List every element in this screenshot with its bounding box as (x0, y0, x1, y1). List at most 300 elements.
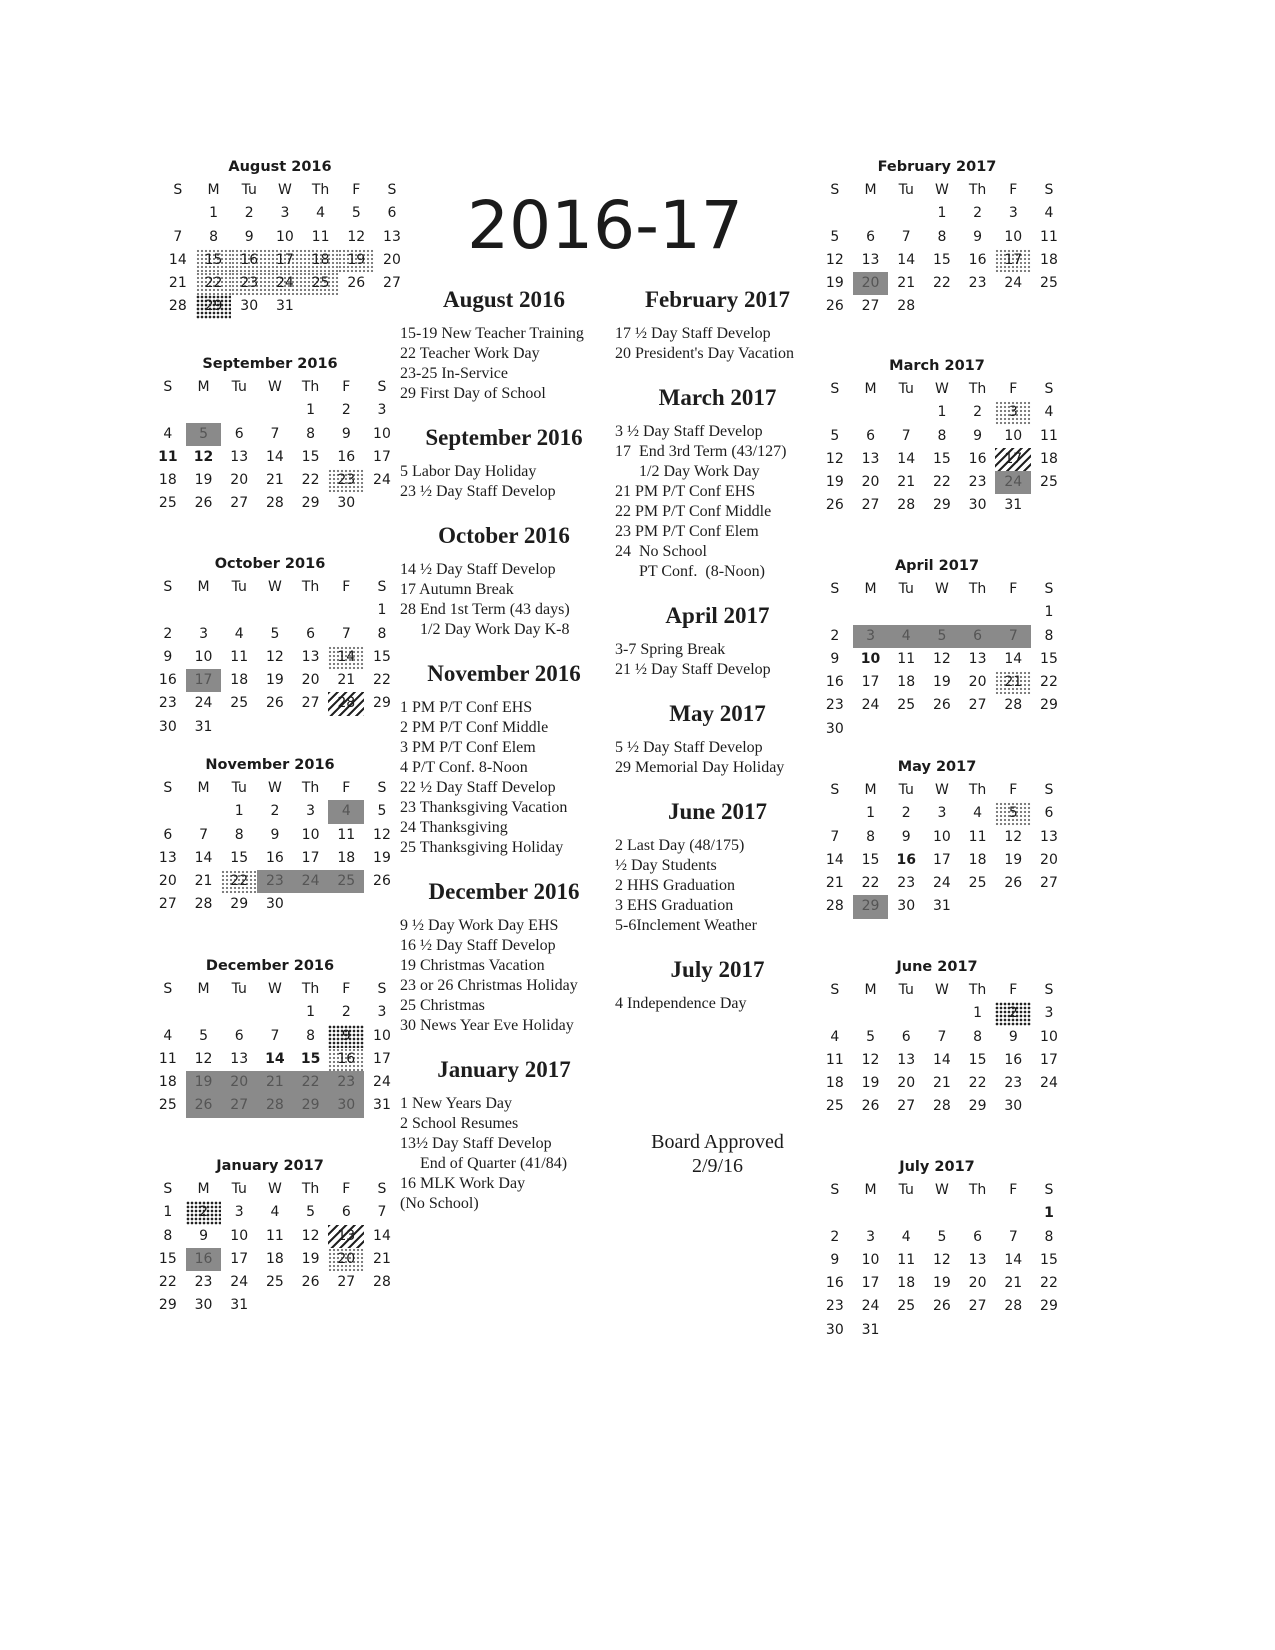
empty-day (853, 401, 889, 424)
calendar-day: 21 (194, 873, 213, 890)
calendar-day: 2 (244, 205, 254, 222)
section-gap (400, 404, 608, 418)
calendar-day: 22 (932, 474, 951, 491)
calendar-day: 18 (825, 1075, 844, 1092)
calendar-day: 11 (337, 826, 356, 843)
calendar-day: 23 (968, 474, 987, 491)
event-line: 9 ½ Day Work Day EHS (400, 917, 559, 934)
weekday-header: Th (968, 1182, 987, 1198)
calendar-day: 3 (377, 1004, 387, 1021)
event-line: 15-19 New Teacher Training (400, 325, 584, 342)
event-line: 4 P/T Conf. 8-Noon (400, 759, 528, 776)
weekday-header: S (377, 579, 387, 595)
calendar-day: 23 (194, 1274, 213, 1291)
calendar-title: November 2016 (205, 757, 335, 773)
calendar-grid (150, 978, 390, 1118)
calendar-day: 21 (897, 474, 916, 491)
calendar-day: 2 (270, 803, 280, 820)
calendar-day: 18 (897, 674, 916, 691)
calendar-day: 30 (194, 1297, 213, 1314)
calendar-day: 6 (866, 427, 875, 444)
calendar-day: 14 (265, 448, 284, 465)
calendar-day: 19 (932, 674, 951, 691)
weekday-header: S (1044, 182, 1054, 198)
calendar-day: 24 (1040, 1075, 1058, 1092)
calendar-day: 10 (861, 1251, 880, 1268)
calendar-day: 12 (194, 1050, 213, 1067)
calendar-day: 2 (995, 1002, 1031, 1025)
calendar-day: 1 (973, 1005, 983, 1022)
calendar-day: 1 (377, 602, 387, 619)
weekday-header: W (277, 182, 292, 198)
empty-day (995, 1202, 1031, 1225)
calendar-day: 5 (995, 802, 1031, 825)
calendar-day: 21 (825, 875, 844, 892)
calendar-day: 27 (861, 298, 880, 315)
calendar-oct-2016 (150, 552, 390, 739)
calendar-day: 17 (373, 448, 391, 465)
calendar-day: 17 (373, 1050, 391, 1067)
calendar-day: 5 (937, 1228, 947, 1245)
calendar-day: 15 (1040, 650, 1058, 667)
calendar-day: 29 (932, 497, 951, 514)
calendar-day: 6 (901, 1028, 911, 1045)
section-gap (615, 936, 820, 950)
calendar-day: 8 (866, 828, 875, 845)
calendar-day: 19 (825, 275, 844, 292)
calendar-day: 6 (1044, 805, 1054, 822)
calendar-day: 7 (270, 1027, 280, 1044)
calendar-day: 5 (270, 625, 280, 642)
calendar-mar-2017 (817, 354, 1057, 518)
calendar-day: 8 (377, 625, 387, 642)
calendar-day: 12 (193, 448, 214, 465)
calendar-day: 20 (968, 1275, 987, 1292)
calendar-day: 8 (1044, 1228, 1054, 1245)
calendar-day: 27 (861, 497, 880, 514)
empty-day (888, 1002, 924, 1025)
empty-day (853, 1202, 889, 1225)
calendar-day: 3 (853, 625, 889, 648)
empty-day (221, 399, 257, 422)
event-line: 2 PM P/T Conf Middle (400, 719, 549, 736)
weekday-header: M (197, 981, 210, 997)
weekday-header: W (934, 182, 949, 198)
calendar-day: 28 (257, 1094, 293, 1117)
calendar-day: 7 (830, 828, 840, 845)
calendar-day: 26 (373, 873, 391, 890)
calendar-day: 10 (1040, 1028, 1058, 1045)
calendar-day: 12 (861, 1051, 880, 1068)
calendar-grid (817, 779, 1057, 919)
calendar-day: 10 (373, 425, 391, 442)
calendar-day: 11 (158, 448, 178, 465)
calendar-day: 28 (373, 1274, 391, 1291)
calendar-day: 21 (265, 472, 284, 489)
event-line: 23-25 In-Service (400, 365, 508, 382)
weekday-header: Tu (898, 782, 914, 798)
calendar-day: 28 (825, 898, 844, 915)
weekday-header: F (342, 981, 351, 997)
empty-day (960, 601, 996, 624)
weekday-header: S (163, 379, 173, 395)
empty-day (186, 800, 222, 823)
calendar-day: 9 (973, 427, 983, 444)
event-line: 22 PM P/T Conf Middle (615, 503, 772, 520)
calendar-day: 4 (973, 805, 983, 822)
weekday-header: S (163, 981, 173, 997)
calendar-day: 5 (186, 423, 222, 446)
calendar-day: 11 (311, 228, 330, 245)
calendar-title: September 2016 (202, 356, 338, 372)
calendar-day: 19 (338, 249, 374, 272)
calendar-day: 19 (861, 1075, 880, 1092)
empty-day (924, 1002, 960, 1025)
calendar-day: 4 (163, 1027, 173, 1044)
weekday-header: Tu (898, 581, 914, 597)
calendar-day: 24 (267, 272, 303, 295)
calendar-day: 30 (897, 898, 916, 915)
weekday-header: M (197, 579, 210, 595)
weekday-header: Tu (231, 1181, 247, 1197)
event-line: 1/2 Day Work Day (615, 463, 760, 480)
weekday-header: S (830, 1182, 840, 1198)
weekday-header: W (934, 782, 949, 798)
empty-day (924, 1202, 960, 1225)
calendar-day: 9 (328, 1025, 364, 1048)
calendar-day: 30 (968, 497, 987, 514)
weekday-header: W (934, 982, 949, 998)
calendar-day: 6 (234, 425, 244, 442)
event-line: 3 ½ Day Staff Develop (615, 423, 763, 440)
event-line: 5-6Inclement Weather (615, 917, 757, 934)
calendar-day: 2 (830, 627, 840, 644)
calendar-day: 27 (968, 697, 987, 714)
calendar-day: 23 (328, 469, 364, 492)
calendar-day: 18 (303, 249, 339, 272)
event-line: 24 No School (615, 543, 707, 560)
calendar-day: 25 (265, 1274, 284, 1291)
calendar-day: 12 (932, 1251, 951, 1268)
event-line: 3 PM P/T Conf Elem (400, 739, 536, 756)
weekday-header: W (267, 1181, 282, 1197)
calendar-day: 11 (1040, 228, 1058, 245)
calendar-day: 11 (968, 828, 987, 845)
calendar-nov-2016 (150, 753, 390, 917)
calendar-day: 1 (937, 205, 947, 222)
weekday-header: F (1009, 182, 1018, 198)
calendar-day: 9 (901, 828, 911, 845)
empty-day (960, 1202, 996, 1225)
calendar-day: 3 (866, 1228, 875, 1245)
weekday-header: Tu (241, 182, 257, 198)
calendar-dec-2016 (150, 954, 390, 1118)
event-line: 17 End 3rd Term (43/127) (615, 443, 787, 460)
calendar-day: 6 (341, 1204, 351, 1221)
event-line: 2 Last Day (48/175) (615, 837, 745, 854)
weekday-header: M (864, 982, 877, 998)
calendar-day: 15 (373, 648, 391, 665)
calendar-day: 27 (301, 695, 320, 712)
calendar-day: 3 (377, 402, 387, 419)
calendar-day: 6 (387, 205, 397, 222)
calendar-day: 26 (194, 495, 213, 512)
month-heading: December 2016 (428, 879, 580, 904)
calendar-day: 7 (901, 427, 911, 444)
calendar-title: June 2017 (896, 959, 978, 975)
calendar-day: 25 (303, 272, 339, 295)
event-line: 28 End 1st Term (43 days) (400, 601, 570, 618)
weekday-header: Th (968, 182, 987, 198)
calendar-day: 18 (968, 851, 987, 868)
calendar-day: 20 (861, 474, 880, 491)
calendar-day: 5 (830, 427, 840, 444)
calendar-day: 24 (230, 1274, 249, 1291)
calendar-title: March 2017 (889, 358, 985, 374)
calendar-day: 23 (825, 697, 844, 714)
notes-right-column (615, 280, 820, 1014)
calendar-day: 23 (897, 875, 916, 892)
calendar-day: 25 (1040, 275, 1058, 292)
calendar-day: 23 (257, 870, 293, 893)
event-line: 25 Christmas (400, 997, 485, 1014)
calendar-day: 20 (897, 1075, 916, 1092)
calendar-day: 26 (861, 1098, 880, 1115)
calendar-grid (150, 576, 390, 739)
section-gap (400, 1036, 608, 1050)
calendar-day: 19 (373, 849, 391, 866)
calendar-day: 26 (932, 697, 951, 714)
calendar-day: 13 (158, 849, 177, 866)
calendar-day: 7 (341, 625, 351, 642)
empty-day (160, 202, 196, 225)
calendar-title: December 2016 (205, 958, 335, 974)
weekday-header: Th (301, 379, 320, 395)
calendar-day: 12 (347, 228, 366, 245)
empty-day (853, 601, 889, 624)
calendar-title: January 2017 (216, 1158, 324, 1174)
calendar-grid (817, 378, 1057, 518)
weekday-header: M (197, 379, 210, 395)
weekday-header: S (1044, 1182, 1054, 1198)
calendar-day: 31 (230, 1297, 249, 1314)
event-line: 23 Thanksgiving Vacation (400, 799, 568, 816)
calendar-day: 10 (230, 1227, 249, 1244)
calendar-grid (150, 1178, 390, 1318)
calendar-day: 8 (306, 1027, 316, 1044)
calendar-day: 6 (973, 1228, 983, 1245)
calendar-day: 10 (860, 650, 881, 667)
calendar-day: 27 (158, 896, 177, 913)
empty-day (817, 1002, 853, 1025)
calendar-day: 5 (306, 1204, 316, 1221)
empty-day (186, 399, 222, 422)
calendar-day: 16 (968, 450, 987, 467)
event-line: 25 Thanksgiving Holiday (400, 839, 564, 856)
calendar-day: 20 (221, 1071, 257, 1094)
calendar-day: 14 (194, 849, 213, 866)
calendar-day: 4 (328, 800, 364, 823)
empty-day (817, 1202, 853, 1225)
weekday-header: Tu (231, 780, 247, 796)
calendar-day: 3 (1044, 1005, 1054, 1022)
calendar-aug-2016 (160, 155, 400, 319)
event-line: 1/2 Day Work Day K-8 (400, 621, 570, 638)
calendar-day: 29 (1040, 697, 1058, 714)
calendar-title: October 2016 (214, 556, 326, 572)
calendar-day: 4 (1044, 205, 1054, 222)
calendar-day: 29 (293, 1094, 329, 1117)
calendar-day: 25 (1040, 474, 1058, 491)
calendar-may-2017 (817, 755, 1057, 919)
calendar-day: 28 (897, 298, 916, 315)
calendar-day: 26 (932, 1298, 951, 1315)
event-line: 5 ½ Day Staff Develop (615, 739, 763, 756)
event-line: 4 Independence Day (615, 995, 747, 1012)
calendar-day: 19 (1004, 851, 1023, 868)
calendar-day: 1 (163, 1204, 173, 1221)
event-line: 29 First Day of School (400, 385, 546, 402)
calendar-day: 6 (163, 826, 173, 843)
calendar-day: 30 (825, 1321, 844, 1338)
calendar-day: 18 (158, 472, 177, 489)
weekday-header: W (267, 780, 282, 796)
calendar-day: 25 (968, 875, 987, 892)
weekday-header: S (173, 182, 183, 198)
calendar-day: 19 (265, 672, 284, 689)
calendar-day: 6 (234, 1027, 244, 1044)
section-gap (400, 502, 608, 516)
event-line: 1 New Years Day (400, 1095, 512, 1112)
calendar-day: 14 (825, 851, 844, 868)
calendar-day: 18 (1040, 251, 1058, 268)
weekday-header: S (377, 379, 387, 395)
calendar-day: 25 (158, 1097, 177, 1114)
weekday-header: M (864, 581, 877, 597)
calendar-day: 26 (347, 275, 366, 292)
calendar-day: 25 (158, 495, 177, 512)
event-line: 23 or 26 Christmas Holiday (400, 977, 578, 994)
calendar-day: 11 (897, 650, 916, 667)
board-approved (615, 1130, 820, 1178)
calendar-day: 6 (866, 228, 875, 245)
weekday-header: F (342, 579, 351, 595)
calendar-day: 26 (1004, 875, 1023, 892)
calendar-day: 22 (1040, 674, 1058, 691)
calendar-day: 31 (373, 1097, 391, 1114)
calendar-day: 15 (861, 851, 880, 868)
calendar-day: 18 (230, 672, 249, 689)
calendar-day: 25 (897, 1298, 916, 1315)
calendar-title: April 2017 (894, 558, 980, 574)
calendar-day: 4 (163, 425, 173, 442)
calendar-day: 2 (341, 402, 351, 419)
calendar-day: 5 (377, 803, 387, 820)
empty-day (853, 1002, 889, 1025)
calendar-day: 22 (158, 1274, 177, 1291)
weekday-header: Tu (231, 379, 247, 395)
calendar-day: 24 (861, 1298, 880, 1315)
calendar-day: 12 (825, 251, 844, 268)
calendar-day: 29 (968, 1098, 987, 1115)
weekday-header: F (342, 379, 351, 395)
weekday-header: S (830, 581, 840, 597)
calendar-day: 22 (932, 275, 951, 292)
calendar-day: 19 (186, 1071, 222, 1094)
calendar-day: 8 (973, 1028, 983, 1045)
calendar-day: 22 (293, 1071, 329, 1094)
calendar-day: 16 (265, 849, 284, 866)
board-approved-date: 2/9/16 (691, 1155, 744, 1177)
event-line: 17 Autumn Break (400, 581, 514, 598)
calendar-day: 20 (1040, 851, 1058, 868)
calendar-day: 7 (270, 425, 280, 442)
calendar-day: 1 (1044, 1205, 1054, 1222)
weekday-header: M (864, 782, 877, 798)
calendar-day: 16 (896, 851, 916, 868)
calendar-title: July 2017 (899, 1159, 975, 1175)
calendar-day: 9 (244, 228, 254, 245)
weekday-header: Th (311, 182, 330, 198)
calendar-day: 12 (301, 1227, 320, 1244)
calendar-day: 30 (265, 896, 284, 913)
weekday-header: W (267, 981, 282, 997)
calendar-day: 10 (301, 826, 320, 843)
weekday-header: S (830, 782, 840, 798)
calendar-day: 7 (901, 228, 911, 245)
calendar-day: 26 (301, 1274, 320, 1291)
calendar-day: 26 (186, 1094, 222, 1117)
calendar-day: 21 (373, 1250, 391, 1267)
calendar-day: 5 (199, 1027, 208, 1044)
weekday-header: Th (301, 981, 320, 997)
calendar-day: 29 (196, 295, 232, 318)
calendar-day: 12 (825, 450, 844, 467)
calendar-day: 3 (995, 401, 1031, 424)
calendar-day: 13 (861, 450, 880, 467)
calendar-day: 22 (968, 1075, 987, 1092)
calendar-day: 3 (280, 205, 290, 222)
calendar-day: 15 (968, 1051, 987, 1068)
calendar-day: 3 (199, 625, 208, 642)
calendar-day: 16 (186, 1248, 222, 1271)
calendar-day: 24 (373, 1074, 391, 1091)
calendar-day: 28 (265, 495, 284, 512)
calendar-day: 10 (194, 648, 213, 665)
month-heading: September 2016 (425, 425, 583, 450)
calendar-day: 27 (1040, 875, 1058, 892)
empty-day (150, 399, 186, 422)
calendar-day: 23 (231, 272, 267, 295)
weekday-header: M (197, 1181, 210, 1197)
section-gap (615, 680, 820, 694)
weekday-header: S (1044, 782, 1054, 798)
month-heading: August 2016 (442, 287, 566, 312)
calendar-day: 4 (316, 205, 326, 222)
calendar-day: 19 (301, 1250, 320, 1267)
calendar-day: 24 (194, 695, 213, 712)
calendar-day: 11 (265, 1227, 284, 1244)
calendar-day: 10 (932, 828, 951, 845)
weekday-header: S (163, 1181, 173, 1197)
page-title: 2016-17 (467, 187, 743, 264)
empty-day (150, 800, 186, 823)
calendar-day: 1 (306, 402, 316, 419)
section-gap (400, 858, 608, 872)
calendar-day: 11 (158, 1050, 177, 1067)
calendar-day: 4 (830, 1028, 840, 1045)
calendar-grid (817, 1179, 1057, 1342)
